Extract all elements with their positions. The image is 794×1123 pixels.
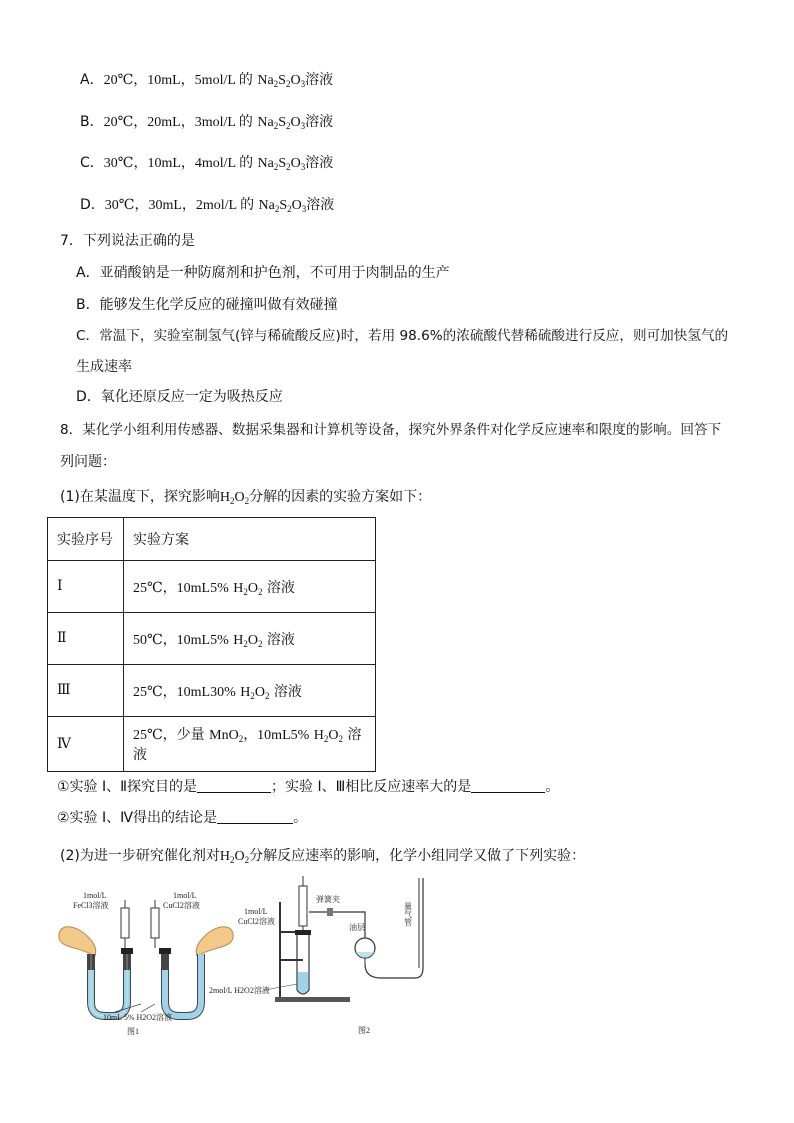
svg-text:图2: 图2 [358, 1026, 370, 1035]
svg-text:1mol/L: 1mol/L [173, 891, 197, 900]
table-header-row [48, 518, 376, 561]
answer-blank[interactable] [471, 778, 545, 793]
bulb-icon [355, 938, 375, 964]
q7-option-b: B．能够发生化学反应的碰撞叫做有效碰撞 [76, 297, 338, 313]
row-id: Ⅲ [48, 665, 124, 717]
table-row [48, 665, 376, 717]
q8-stem-line1: 8．某化学小组利用传感器、数据采集器和计算机等设备，探究外界条件对化学反应速率和限度的影响。回答下 [60, 422, 722, 438]
balloon-left-icon [59, 927, 96, 956]
q7-option-d: D．氧化还原反应一定为吸热反应 [76, 389, 283, 405]
formula-na2s2o3: $Na_2S_2O_3$ [258, 198, 307, 214]
q7-option-c-line1: C．常温下，实验室制氢气(锌与稀硫酸反应)时，若用 98.6%的浓硫酸代替稀硫酸进行反应，则可加快氢气的 [76, 328, 729, 344]
formula-h2o2: $H_2O_2$ [233, 580, 263, 597]
q6-option-a: A．20℃，10mL，5mol/L 的 $Na_2S_2O_3$溶液 [80, 72, 334, 89]
syringe-left-icon [121, 900, 129, 948]
answer-blank[interactable] [217, 809, 293, 824]
q6-option-d: D．30℃，30mL，2mol/L 的 $Na_2S_2O_3$溶液 [80, 197, 335, 214]
formula-na2s2o3: $Na_2S_2O_3$ [257, 156, 306, 172]
table-row [48, 613, 376, 665]
q6-option-c: C．30℃，10mL，4mol/L 的 $Na_2S_2O_3$溶液 [80, 155, 334, 172]
row-id: Ⅱ [48, 613, 124, 665]
q7-stem: 7．下列说法正确的是 [60, 233, 195, 249]
syringe-icon [299, 876, 307, 932]
q7-option-a: A．亚硝酸钠是一种防腐剂和护色剂，不可用于肉制品的生产 [76, 265, 450, 281]
table-row [48, 717, 376, 772]
formula-na2s2o3: $Na_2S_2O_3$ [257, 73, 306, 89]
figure-2-gas-apparatus [205, 872, 435, 1038]
svg-text:油层: 油层 [349, 923, 365, 932]
u-tube-right-icon [159, 948, 201, 1016]
q8-stem-line2: 列问题： [60, 454, 116, 470]
table-header-plan: 实验方案 [124, 518, 376, 561]
q8-sub1: ①实验 I、Ⅱ探究目的是 ；实验 I、Ⅲ相比反应速率大的是 。 [57, 779, 560, 795]
formula-h2o2: $H_2O_2$ [219, 490, 250, 506]
q8-part1-intro: (1)在某温度下，探究影响$H_2O_2$分解的因素的实验方案如下： [60, 489, 432, 506]
q7-option-c-line2: 生成速率 [76, 359, 132, 375]
answer-blank[interactable] [197, 778, 271, 793]
q6-option-b: B．20℃，20mL，3mol/L 的 $Na_2S_2O_3$溶液 [80, 114, 334, 131]
row-plan: 25℃，10mL30% $H_2O_2$ 溶液 [124, 665, 376, 717]
table-row [48, 561, 376, 613]
experiment-table [47, 517, 376, 772]
svg-text:量气管: 量气管 [403, 902, 413, 926]
svg-text:2mol/L H2O2溶液: 2mol/L H2O2溶液 [209, 986, 270, 995]
test-tube-icon [295, 930, 311, 994]
row-id: Ⅳ [48, 717, 124, 772]
formula-h2o2: $H_2O_2$ [233, 632, 263, 649]
table-header-id: 实验序号 [48, 518, 124, 561]
row-id: Ⅰ [48, 561, 124, 613]
row-plan: 50℃，10mL5% $H_2O_2$ 溶液 [124, 613, 376, 665]
formula-h2o2: $H_2O_2$ [240, 684, 270, 701]
formula-mno2: MnO$_2$ [209, 728, 244, 744]
spring-clamp-icon [327, 908, 333, 916]
svg-text:CuCl2溶液: CuCl2溶液 [163, 901, 200, 910]
formula-na2s2o3: $Na_2S_2O_3$ [257, 115, 306, 131]
svg-text:10mL 5% H2O2溶液: 10mL 5% H2O2溶液 [103, 1013, 173, 1022]
svg-text:1mol/L: 1mol/L [83, 891, 107, 900]
q8-part2-intro: (2)为进一步研究催化剂对$H_2O_2$分解反应速率的影响，化学小组同学又做了下列实验： [60, 848, 586, 865]
svg-text:1mol/L: 1mol/L [244, 907, 268, 916]
svg-text:FeCl3溶液: FeCl3溶液 [73, 901, 109, 910]
svg-text:图1: 图1 [127, 1027, 139, 1036]
syringe-right-icon [151, 900, 159, 948]
stand-base-icon [275, 997, 350, 1002]
svg-text:弹簧夹: 弹簧夹 [316, 895, 340, 904]
row-plan: 25℃，少量 MnO$_2$，10mL5% $H_2O_2$ 溶液 [124, 717, 376, 772]
row-plan: 25℃，10mL5% $H_2O_2$ 溶液 [124, 561, 376, 613]
u-tube-left-icon [91, 948, 133, 1016]
q8-sub2: ②实验 I、Ⅳ得出的结论是 。 [57, 810, 308, 826]
svg-text:CuCl2溶液: CuCl2溶液 [238, 917, 275, 926]
formula-h2o2: $H_2O_2$ [219, 849, 250, 865]
formula-h2o2: $H_2O_2$ [313, 728, 343, 744]
